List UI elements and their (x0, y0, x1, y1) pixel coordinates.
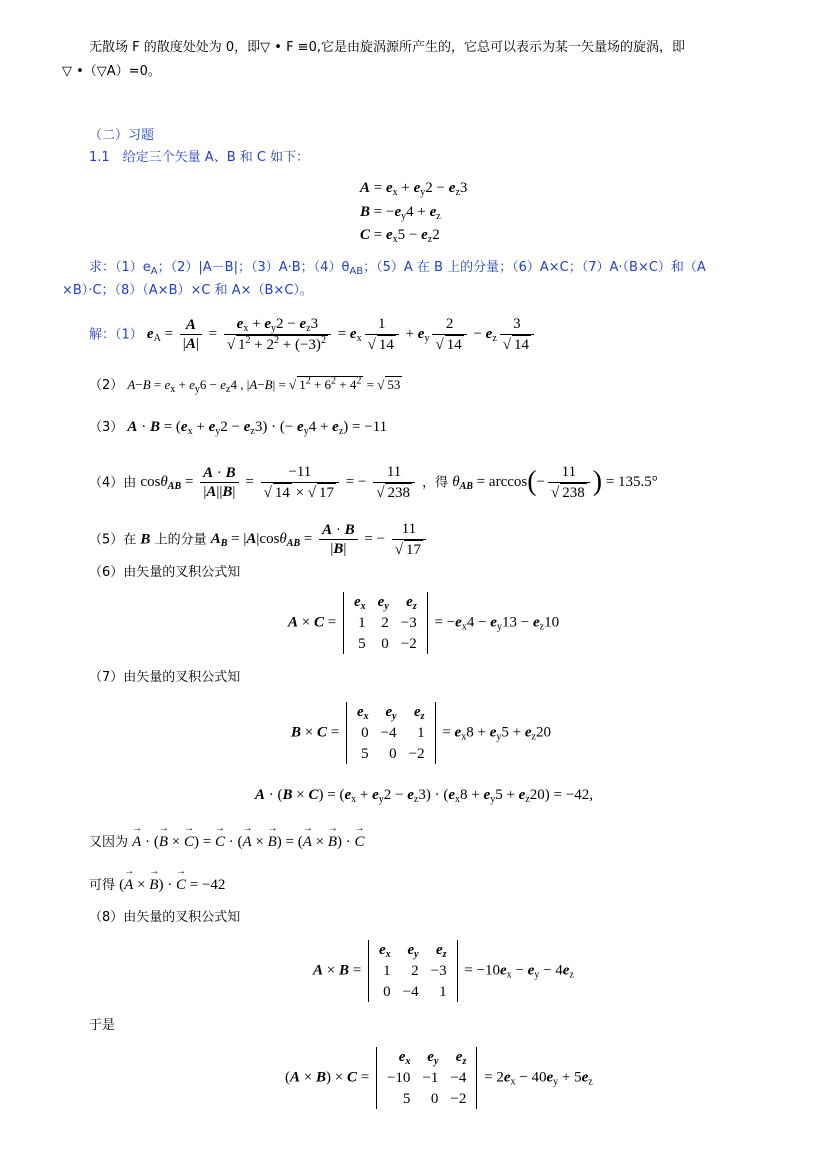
cross-AB: A × B = $e_x$ $e_y$ $e_z$ 1 2 −3 0 −4 1 = $-10e_x - e_y - 4e_z$ (313, 940, 574, 1002)
thus-label: 可得 (89, 878, 116, 893)
given-B: $B = -e_y4 + e_z$ (360, 204, 441, 222)
step-8-label: （8）由矢量的叉积公式知 (89, 910, 241, 925)
solution-step-3: （3） $A \cdot B = (e_x + e_y2 - e_z3)$ · (− $e_y4 + e_z) = -11$ (89, 419, 388, 437)
intro-line-2: ▽ •（▽A）=0。 (62, 64, 161, 79)
step-6-label: （6）由矢量的叉积公式知 (89, 565, 241, 580)
triple-product: $A \cdot (B \times C) = (e_x + e_y2 - e_z3) \cdot (e_x8 + e_y5 + e_z20) = -42$, (255, 787, 593, 805)
determinant-BC: $e_x$ $e_y$ $e_z$ 0 −4 1 5 0 −2 (346, 702, 436, 764)
thus-line: 可得 (→ A × → B) · → C = −42 (89, 876, 225, 895)
step-4-mid: ，得 (422, 475, 449, 491)
thus-value: = −42 (189, 877, 226, 893)
question-line-1: 求：$(1)e_A$；（2）|A－B|；（3）A·B；$(4)\theta_{AB}$；（5）A 在 B 上的分量；（6）A×C；（7）A·（B×C）和（A (89, 260, 706, 277)
step-2-label: （2） (89, 378, 124, 393)
then-label: 于是 (89, 1018, 116, 1033)
given-C: $C = e_x5 - e_z2$ (360, 227, 440, 245)
step-4-label: （4）由 (89, 475, 137, 491)
step-3-label: （3） (89, 420, 124, 435)
determinant-AC: $e_x$ $e_y$ $e_z$ 1 2 −3 5 0 −2 (343, 592, 428, 654)
cross-ABxC: (A × B) × C = $e_x$ $e_y$ $e_z$ −10 −1 −4 5 0 −2 = $2e_x - 40e_y + 5e_z$ (285, 1047, 593, 1109)
intro-line-1: 无散场 F 的散度处处为 0，即▽ • F ≡0,它是由旋涡源所产生的，它总可以表示为某一矢量场的旋涡，即 (89, 40, 685, 55)
result-3: = −11 (352, 419, 388, 435)
result-7: = −42, (553, 787, 593, 803)
problem-title: 1.1 给定三个矢量 A、B 和 C 如下： (89, 150, 310, 165)
solution-step-4: （4）由 cosθ$_{AB}$ = $\frac{A \cdot B}{|A||B|}$ = $\frac{-11}{√ 14 \times √ 17}$ = − $\frac{11}{√ 238}$ ，得 $\theta_{AB} = \arccos(-$ $\frac{11}{√ 238}$ ) = 135.5° (89, 464, 658, 501)
because-label: 又因为 (89, 835, 129, 850)
step-5-label: （5）在 (89, 532, 137, 548)
step-5-mid: 上的分量 (154, 532, 207, 548)
section-heading: （二）习题 (89, 128, 155, 143)
result-4: = 135.5° (605, 474, 658, 491)
given-A: $A = e_x + e_y2 - e_z3$ (360, 180, 468, 198)
solution-label: 解：（1） (89, 327, 143, 343)
determinant-ABxC: $e_x$ $e_y$ $e_z$ −10 −1 −4 5 0 −2 (376, 1047, 477, 1109)
because-line: 又因为 → A · (→ B × → C) = → C · (→ A × → B) = (→ A × → B) · → C (89, 833, 365, 852)
solution-step-5: （5）在 B 上的分量 $A_B = |A|\cos\theta_{AB}$ = $\frac{A \cdot B}{|B|}$ = − $\frac{11}{√ 17}$ (89, 520, 429, 560)
question-line-2: ×B）·C；（8）（A×B）×C 和 A×（B×C）。 (62, 283, 313, 298)
determinant-AB: $e_x$ $e_y$ $e_z$ 1 2 −3 0 −4 1 (368, 940, 458, 1002)
cross-BC: B × C = $e_x$ $e_y$ $e_z$ 0 −4 1 5 0 −2 = $e_x8 + e_y5 + e_z20$ (291, 702, 551, 764)
step-7-label: （7）由矢量的叉积公式知 (89, 670, 241, 685)
solution-step-2: （2） $A-B = e_x + e_y6 - e_z4$ , |A−B| = √ $1^2 + 6^2 + 4^2$ = √ 53 (89, 375, 401, 395)
solution-step-1: 解：（1） $e_A$ = $\frac{A}{|A|}$ = $\frac{e_x + e_y2 - e_z3}{√ 1^2 + 2^2 + (-3)^2}$ = $e_x$ $\frac{1}{√ 14}$ + $e_y$ $\frac{2}{√ 14}$ − $e_z$ $\frac{3}{√ 14}$ (89, 315, 537, 355)
cross-AC: A × C = $e_x$ $e_y$ $e_z$ 1 2 −3 5 0 −2 = $-e_x4 - e_y13 - e_z10$ (288, 592, 559, 654)
